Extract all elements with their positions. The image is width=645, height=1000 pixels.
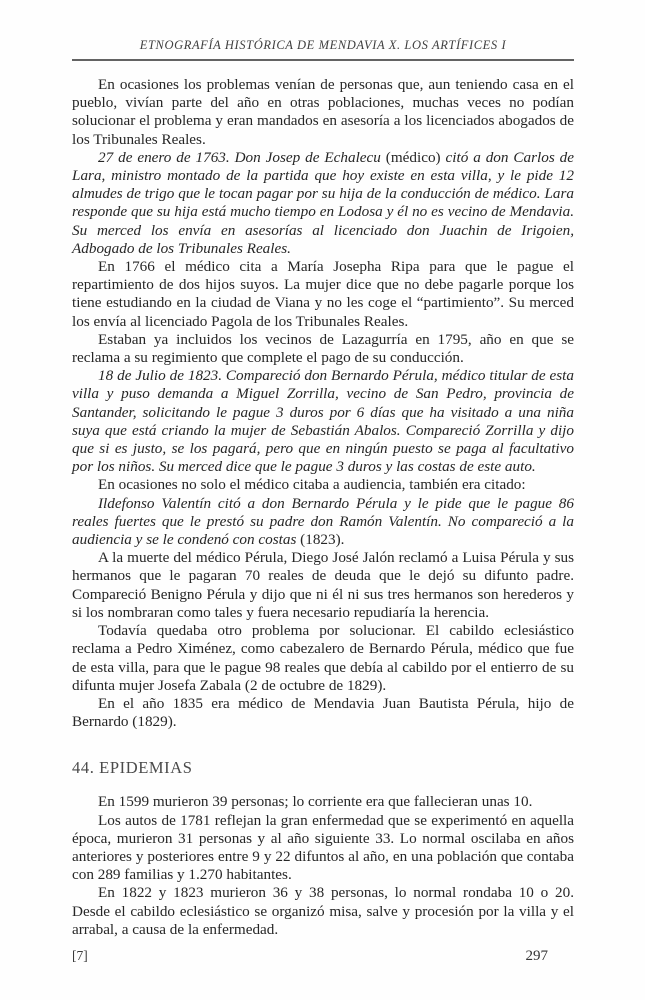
paragraph-text: En 1766 el médico cita a María Josepha Ripa para que le pague el repartimiento de dos hijos suyos. La mujer dice que no debe pagarle porque los tiene estudiando en la ciudad de Viana y no les coge el “partimiento”. Su merced los envía al licenciado Pagola de los Tribunales Reales. xyxy=(72,258,574,330)
paragraph-1822-1823 xyxy=(72,884,574,939)
paragraph-ximenez-cabildo xyxy=(72,622,574,695)
paragraph-text: En ocasiones los problemas venían de personas que, aun teniendo casa en el pueblo, vivían parte del año en otras poblaciones, muchas veces no podían solucionar el problema y eran mandados en asesoría a los licenciados abogados de los Tribunales Reales. xyxy=(72,76,574,148)
paragraph-text-italic: Ildefonso Valentín citó a don Bernardo Pérula y le pide que le pague 86 reales fuertes que le prestó su padre don Ramón Valentín. No compareció a la audiencia y se le condenó con costas xyxy=(72,494,574,549)
paragraph-text: Todavía quedaba otro problema por solucionar. El cabildo eclesiástico reclama a Pedro Ximénez, como cabezalero de Bernardo Pérula, médico que fue de esta villa, para que le pague 98 reales que debía al cabildo por el entierro de su difunta mujer Josefa Zabala (2 de octubre de 1829). xyxy=(72,622,574,694)
footer-page-number: 297 xyxy=(525,948,548,964)
section-heading-epidemias: 44. EPIDEMIAS xyxy=(72,758,193,778)
paragraph-jalon-herencia xyxy=(72,549,574,622)
page-footer xyxy=(72,948,574,965)
paragraph-valentin xyxy=(72,495,574,550)
paragraph-perula-1823 xyxy=(72,367,574,476)
paragraph-lazagurria-1795 xyxy=(72,331,574,367)
paragraph-echalecu-1763 xyxy=(72,149,574,258)
paragraph-text-roman: (médico) xyxy=(385,148,441,166)
paragraph-text-italic: 27 de enero de 1763. Don Josep de Echalecu xyxy=(98,148,386,166)
body-text-block xyxy=(72,76,574,939)
paragraph-citado-intro xyxy=(72,476,574,494)
paragraph-text: Los autos de 1781 reflejan la gran enfermedad que se experimentó en aquella época, murieron 31 personas y al año siguiente 33. Lo normal oscilaba en años anteriores y posteriores entre 9 y 22 difuntos al año, en una población que contaba con 289 familias y 1.270 habitantes. xyxy=(72,811,574,884)
paragraph-1599 xyxy=(72,793,574,811)
paragraph-text: En 1599 murieron 39 personas; lo corriente era que fallecieran unas 10. xyxy=(98,793,533,811)
footer-signature-number: [7] xyxy=(72,948,88,963)
paragraph-text: En el año 1835 era médico de Mendavia Juan Bautista Pérula, hijo de Bernardo (1829). xyxy=(72,694,574,731)
paragraph-text: En ocasiones no solo el médico citaba a audiencia, también era citado: xyxy=(98,476,526,494)
paragraph-text: Estaban ya incluidos los vecinos de Lazagurría en 1795, año en que se reclama a su regimiento que complete el pago de su conducción. xyxy=(72,330,574,367)
paragraph-tribunales xyxy=(72,76,574,149)
paragraph-text-italic: citó a don Carlos de Lara, ministro montado de la partida que hoy existe en esta villa, y le pide 12 almudes de trigo que le tocan pagar por su hija de la conducción de médico. Lara responde que su hija está mucho tiempo en Lodosa y él no es vecino de Mendavia. Su merced los envía en asesorías al licenciado don Juachin de Irigoien, Adbogado de los Tribunales Reales. xyxy=(72,148,575,257)
paragraph-text: En 1822 y 1823 murieron 36 y 38 personas, lo normal rondaba 10 o 20. Desde el cabildo eclesiástico se organizó misa, salve y procesión por la villa y el arrabal, a causa de la enfermedad. xyxy=(72,884,574,938)
paragraph-bautista-1835 xyxy=(72,695,574,731)
page-content xyxy=(72,38,574,939)
paragraph-ripa-1766 xyxy=(72,258,574,331)
running-header-title: ETNOGRAFÍA HISTÓRICA DE MENDAVIA X. LOS ARTÍFICES I xyxy=(72,38,574,61)
paragraph-text: A la muerte del médico Pérula, Diego José Jalón reclamó a Luisa Pérula y sus hermanos que le pagaran 70 reales de deuda que le dejó su difunto padre. Compareció Benigno Pérula y dijo que ni él ni sus tres hermanos son herederos y si los nombraran como tales y fuera necesario repudiaría la herencia. xyxy=(72,549,574,621)
paragraph-text-italic: 18 de Julio de 1823. Compareció don Bernardo Pérula, médico titular de esta villa y puso demanda a Miguel Zorrilla, vecino de San Pedro, provincia de Santander, solicitando le pague 3 duros por 6 días que ha visitado a una niña suya que está criando la mujer de Sebastián Abalos. Compareció Zorrilla y dijo que si es justo, se los pagará, pero que en ningún puesto se paga al facultativo por los niños. Su merced dice que le pague 3 duros y las costas de este auto. xyxy=(72,367,574,476)
paragraph-text-roman: (1823). xyxy=(300,531,345,549)
paragraph-1781 xyxy=(72,812,574,885)
